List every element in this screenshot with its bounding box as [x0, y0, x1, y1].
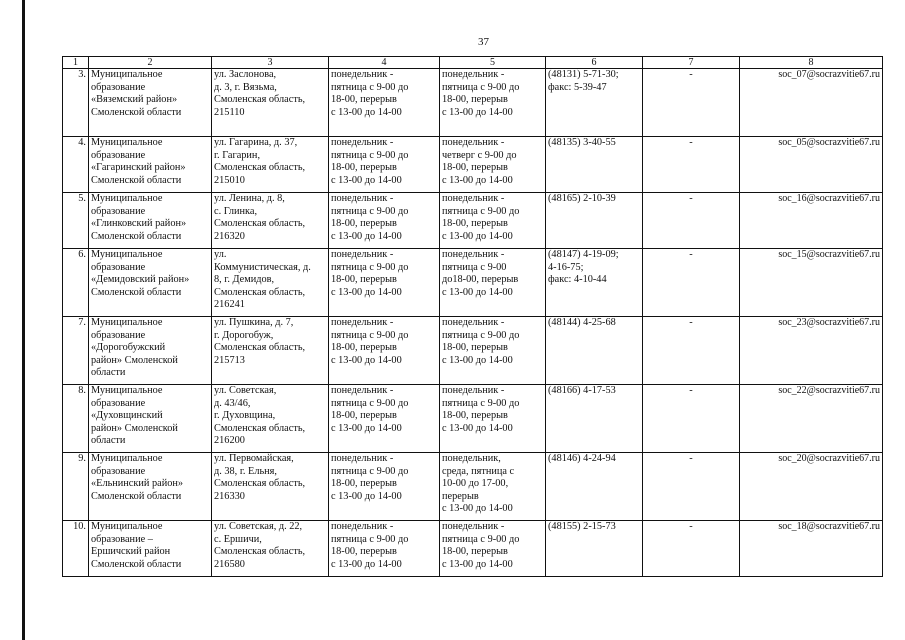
- work-hours-line: пятница с 9-00 до: [442, 533, 520, 545]
- table-row: [63, 385, 883, 453]
- table-row: [63, 193, 883, 249]
- work-hours-line: перерыв: [442, 490, 479, 502]
- organization-line: образование: [91, 261, 146, 273]
- row-number-cell: 6.: [63, 249, 89, 317]
- organization-line: «Дорогобужский: [91, 342, 166, 354]
- address-line: 216330: [214, 490, 245, 502]
- reception-hours-line: 18-00, перерыв: [331, 94, 397, 106]
- work-hours-line: с 13-00 до 14-00: [442, 354, 513, 366]
- email-cell: soc_20@socrazvitie67.ru: [740, 453, 883, 521]
- organization-line: район» Смоленской: [91, 422, 178, 434]
- table-row: [63, 137, 883, 193]
- phone-cell: [546, 385, 643, 453]
- organization-line: Муниципальное: [91, 249, 163, 260]
- reception-hours-line: пятница с 9-00 до: [331, 397, 409, 409]
- work-hours-line: с 13-00 до 14-00: [442, 230, 513, 242]
- phone-line: (48144) 4-25-68: [548, 317, 616, 328]
- reception-hours-line: понедельник -: [331, 193, 394, 204]
- row-number-cell: 10.: [63, 521, 89, 577]
- work-hours-cell: [440, 453, 546, 521]
- organization-cell: [89, 193, 212, 249]
- extra-cell: -: [643, 137, 740, 193]
- work-hours-line: с 13-00 до 14-00: [442, 106, 513, 118]
- work-hours-line: понедельник -: [442, 137, 505, 148]
- organization-cell: [89, 317, 212, 385]
- phone-cell: [546, 453, 643, 521]
- table-row: [63, 317, 883, 385]
- work-hours-line: понедельник,: [442, 453, 501, 464]
- header-cell: 2: [89, 57, 212, 69]
- reception-hours-line: с 13-00 до 14-00: [331, 106, 402, 118]
- extra-cell: -: [643, 193, 740, 249]
- organization-line: образование –: [91, 533, 153, 545]
- reception-hours-line: пятница с 9-00 до: [331, 329, 409, 341]
- work-hours-line: с 13-00 до 14-00: [442, 422, 513, 434]
- work-hours-line: 18-00, перерыв: [442, 342, 508, 354]
- work-hours-line: 10-00 до 17-00,: [442, 478, 509, 490]
- address-cell: [212, 385, 329, 453]
- extra-cell: -: [643, 521, 740, 577]
- phone-cell: [546, 69, 643, 137]
- reception-hours-line: 18-00, перерыв: [331, 546, 397, 558]
- phone-line: (48166) 4-17-53: [548, 385, 616, 396]
- row-number-cell: 4.: [63, 137, 89, 193]
- work-hours-line: пятница с 9-00 до: [442, 81, 520, 93]
- table-body: [63, 69, 883, 577]
- address-line: ул. Заслонова,: [214, 69, 277, 80]
- address-line: Смоленская область,: [214, 478, 306, 490]
- organization-line: Муниципальное: [91, 453, 163, 464]
- email-cell: soc_05@socrazvitie67.ru: [740, 137, 883, 193]
- work-hours-cell: [440, 249, 546, 317]
- phone-cell: [546, 193, 643, 249]
- organization-line: Муниципальное: [91, 69, 163, 80]
- address-line: ул. Пушкина, д. 7,: [214, 317, 294, 328]
- organization-cell: [89, 137, 212, 193]
- work-hours-line: пятница с 9-00 до: [442, 205, 520, 217]
- reception-hours-line: с 13-00 до 14-00: [331, 354, 402, 366]
- header-cell: 4: [329, 57, 440, 69]
- address-line: 216580: [214, 558, 245, 570]
- reception-hours-cell: [329, 69, 440, 137]
- header-cell: 1: [63, 57, 89, 69]
- reception-hours-line: пятница с 9-00 до: [331, 205, 409, 217]
- phone-line: (48146) 4-24-94: [548, 453, 616, 464]
- organization-line: Смоленской области: [91, 490, 182, 502]
- organization-line: район» Смоленской: [91, 354, 178, 366]
- reception-hours-line: с 13-00 до 14-00: [331, 286, 402, 298]
- table-row: [63, 249, 883, 317]
- reception-hours-line: с 13-00 до 14-00: [331, 174, 402, 186]
- work-hours-line: понедельник -: [442, 385, 505, 396]
- address-line: Смоленская область,: [214, 162, 306, 174]
- extra-cell: -: [643, 385, 740, 453]
- work-hours-line: среда, пятница с: [442, 465, 515, 477]
- address-line: Смоленская область,: [214, 422, 306, 434]
- reception-hours-line: 18-00, перерыв: [331, 342, 397, 354]
- reception-hours-cell: [329, 521, 440, 577]
- work-hours-line: понедельник -: [442, 69, 505, 80]
- reception-hours-cell: [329, 453, 440, 521]
- header-cell: 6: [546, 57, 643, 69]
- address-line: 216200: [214, 435, 245, 447]
- organization-cell: [89, 69, 212, 137]
- organization-line: образование: [91, 397, 146, 409]
- reception-hours-line: 18-00, перерыв: [331, 274, 397, 286]
- phone-line: (48135) 3-40-55: [548, 137, 616, 148]
- work-hours-line: пятница с 9-00 до: [442, 329, 520, 341]
- reception-hours-line: пятница с 9-00 до: [331, 81, 409, 93]
- organization-line: Муниципальное: [91, 137, 163, 148]
- address-line: г. Духовщина,: [214, 410, 276, 422]
- organization-line: Смоленской области: [91, 174, 182, 186]
- address-cell: [212, 521, 329, 577]
- work-hours-cell: [440, 521, 546, 577]
- address-line: ул. Советская, д. 22,: [214, 521, 303, 532]
- reception-hours-cell: [329, 193, 440, 249]
- page-number: 37: [478, 36, 489, 48]
- organization-cell: [89, 249, 212, 317]
- page-left-edge: [22, 0, 25, 640]
- organization-line: Смоленской области: [91, 230, 182, 242]
- address-line: д. 3, г. Вязьма,: [214, 81, 277, 93]
- header-cell: 8: [740, 57, 883, 69]
- work-hours-line: 18-00, перерыв: [442, 218, 508, 230]
- organization-cell: [89, 521, 212, 577]
- reception-hours-line: понедельник -: [331, 137, 394, 148]
- organization-line: Муниципальное: [91, 521, 163, 532]
- phone-line: (48155) 2-15-73: [548, 521, 616, 532]
- work-hours-line: понедельник -: [442, 317, 505, 328]
- phone-line: (48165) 2-10-39: [548, 193, 616, 204]
- header-cell: 7: [643, 57, 740, 69]
- organization-line: «Глинковский район»: [91, 218, 187, 230]
- address-cell: [212, 249, 329, 317]
- organization-line: образование: [91, 465, 146, 477]
- organization-line: «Ельнинский район»: [91, 478, 184, 490]
- address-cell: [212, 453, 329, 521]
- organization-line: образование: [91, 205, 146, 217]
- address-line: 215010: [214, 174, 245, 186]
- phone-cell: [546, 521, 643, 577]
- address-line: г. Дорогобуж,: [214, 329, 274, 341]
- work-hours-line: 18-00, перерыв: [442, 410, 508, 422]
- social-services-table: [62, 56, 883, 577]
- organization-line: «Духовщинский: [91, 410, 163, 422]
- row-number-cell: 5.: [63, 193, 89, 249]
- row-number-cell: 8.: [63, 385, 89, 453]
- phone-cell: [546, 317, 643, 385]
- work-hours-line: понедельник -: [442, 521, 505, 532]
- reception-hours-cell: [329, 249, 440, 317]
- email-cell: soc_16@socrazvitie67.ru: [740, 193, 883, 249]
- organization-line: образование: [91, 329, 146, 341]
- reception-hours-line: понедельник -: [331, 385, 394, 396]
- address-line: Коммунистическая, д.: [214, 261, 311, 273]
- phone-cell: [546, 249, 643, 317]
- phone-line: факс: 5-39-47: [548, 81, 607, 93]
- reception-hours-line: пятница с 9-00 до: [331, 533, 409, 545]
- work-hours-cell: [440, 193, 546, 249]
- row-number-cell: 9.: [63, 453, 89, 521]
- header-cell: 3: [212, 57, 329, 69]
- row-number-cell: 7.: [63, 317, 89, 385]
- address-line: 8, г. Демидов,: [214, 274, 275, 286]
- email-cell: soc_15@socrazvitie67.ru: [740, 249, 883, 317]
- reception-hours-cell: [329, 385, 440, 453]
- reception-hours-line: 18-00, перерыв: [331, 478, 397, 490]
- address-line: д. 43/46,: [214, 397, 251, 409]
- address-line: ул. Первомайская,: [214, 453, 294, 464]
- row-number-cell: 3.: [63, 69, 89, 137]
- organization-line: образование: [91, 81, 146, 93]
- work-hours-line: 18-00, перерыв: [442, 162, 508, 174]
- reception-hours-line: с 13-00 до 14-00: [331, 422, 402, 434]
- reception-hours-line: понедельник -: [331, 69, 394, 80]
- table-row: [63, 69, 883, 137]
- phone-line: 4-16-75;: [548, 261, 584, 273]
- organization-line: области: [91, 367, 126, 379]
- reception-hours-line: пятница с 9-00 до: [331, 261, 409, 273]
- address-line: д. 38, г. Ельня,: [214, 465, 277, 477]
- work-hours-line: с 13-00 до 14-00: [442, 174, 513, 186]
- work-hours-line: 18-00, перерыв: [442, 94, 508, 106]
- extra-cell: -: [643, 69, 740, 137]
- organization-cell: [89, 385, 212, 453]
- address-line: Смоленская область,: [214, 286, 306, 298]
- organization-line: Муниципальное: [91, 193, 163, 204]
- email-cell: soc_18@socrazvitie67.ru: [740, 521, 883, 577]
- address-line: Смоленская область,: [214, 342, 306, 354]
- address-line: 215110: [214, 106, 245, 118]
- reception-hours-line: 18-00, перерыв: [331, 410, 397, 422]
- organization-line: области: [91, 435, 126, 447]
- organization-cell: [89, 453, 212, 521]
- reception-hours-cell: [329, 317, 440, 385]
- address-cell: [212, 69, 329, 137]
- organization-line: «Демидовский район»: [91, 274, 190, 286]
- organization-line: образование: [91, 149, 146, 161]
- extra-cell: -: [643, 453, 740, 521]
- address-line: Смоленская область,: [214, 546, 306, 558]
- reception-hours-line: понедельник -: [331, 521, 394, 532]
- organization-line: Ершичский район: [91, 546, 171, 558]
- work-hours-cell: [440, 385, 546, 453]
- address-cell: [212, 317, 329, 385]
- address-line: ул. Гагарина, д. 37,: [214, 137, 298, 148]
- work-hours-line: с 13-00 до 14-00: [442, 558, 513, 570]
- header-cell: 5: [440, 57, 546, 69]
- table-row: [63, 521, 883, 577]
- address-cell: [212, 193, 329, 249]
- organization-line: Смоленской области: [91, 286, 182, 298]
- table-header-row: [63, 57, 883, 69]
- address-line: г. Гагарин,: [214, 149, 261, 161]
- address-line: 216241: [214, 299, 245, 311]
- work-hours-line: с 13-00 до 14-00: [442, 286, 513, 298]
- organization-line: Смоленской области: [91, 106, 182, 118]
- phone-cell: [546, 137, 643, 193]
- address-line: Смоленская область,: [214, 94, 306, 106]
- email-cell: soc_07@socrazvitie67.ru: [740, 69, 883, 137]
- work-hours-line: четверг с 9-00 до: [442, 149, 517, 161]
- extra-cell: -: [643, 249, 740, 317]
- organization-line: Муниципальное: [91, 317, 163, 328]
- phone-line: (48147) 4-19-09;: [548, 249, 619, 260]
- address-line: 216320: [214, 230, 245, 242]
- reception-hours-line: с 13-00 до 14-00: [331, 558, 402, 570]
- work-hours-line: с 13-00 до 14-00: [442, 503, 513, 515]
- work-hours-line: пятница с 9-00 до: [442, 397, 520, 409]
- reception-hours-line: пятница с 9-00 до: [331, 149, 409, 161]
- extra-cell: -: [643, 317, 740, 385]
- address-line: с. Ершичи,: [214, 533, 262, 545]
- address-line: ул.: [214, 249, 227, 260]
- organization-line: «Вяземский район»: [91, 94, 178, 106]
- work-hours-line: до18-00, перерыв: [442, 274, 519, 286]
- address-line: ул. Ленина, д. 8,: [214, 193, 285, 204]
- address-line: 215713: [214, 354, 245, 366]
- email-cell: soc_23@socrazvitie67.ru: [740, 317, 883, 385]
- phone-line: (48131) 5-71-30;: [548, 69, 619, 80]
- reception-hours-line: понедельник -: [331, 249, 394, 260]
- address-line: Смоленская область,: [214, 218, 306, 230]
- work-hours-line: понедельник -: [442, 249, 505, 260]
- phone-line: факс: 4-10-44: [548, 274, 607, 286]
- work-hours-cell: [440, 137, 546, 193]
- reception-hours-line: с 13-00 до 14-00: [331, 230, 402, 242]
- reception-hours-line: с 13-00 до 14-00: [331, 490, 402, 502]
- reception-hours-cell: [329, 137, 440, 193]
- address-line: ул. Советская,: [214, 385, 277, 396]
- address-line: с. Глинка,: [214, 205, 258, 217]
- organization-line: Смоленской области: [91, 558, 182, 570]
- organization-line: Муниципальное: [91, 385, 163, 396]
- reception-hours-line: 18-00, перерыв: [331, 162, 397, 174]
- work-hours-cell: [440, 317, 546, 385]
- work-hours-line: пятница с 9-00: [442, 261, 507, 273]
- work-hours-cell: [440, 69, 546, 137]
- table-row: [63, 453, 883, 521]
- reception-hours-line: понедельник -: [331, 317, 394, 328]
- work-hours-line: понедельник -: [442, 193, 505, 204]
- reception-hours-line: 18-00, перерыв: [331, 218, 397, 230]
- address-cell: [212, 137, 329, 193]
- work-hours-line: 18-00, перерыв: [442, 546, 508, 558]
- reception-hours-line: понедельник -: [331, 453, 394, 464]
- organization-line: «Гагаринский район»: [91, 162, 186, 174]
- email-cell: soc_22@socrazvitie67.ru: [740, 385, 883, 453]
- reception-hours-line: пятница с 9-00 до: [331, 465, 409, 477]
